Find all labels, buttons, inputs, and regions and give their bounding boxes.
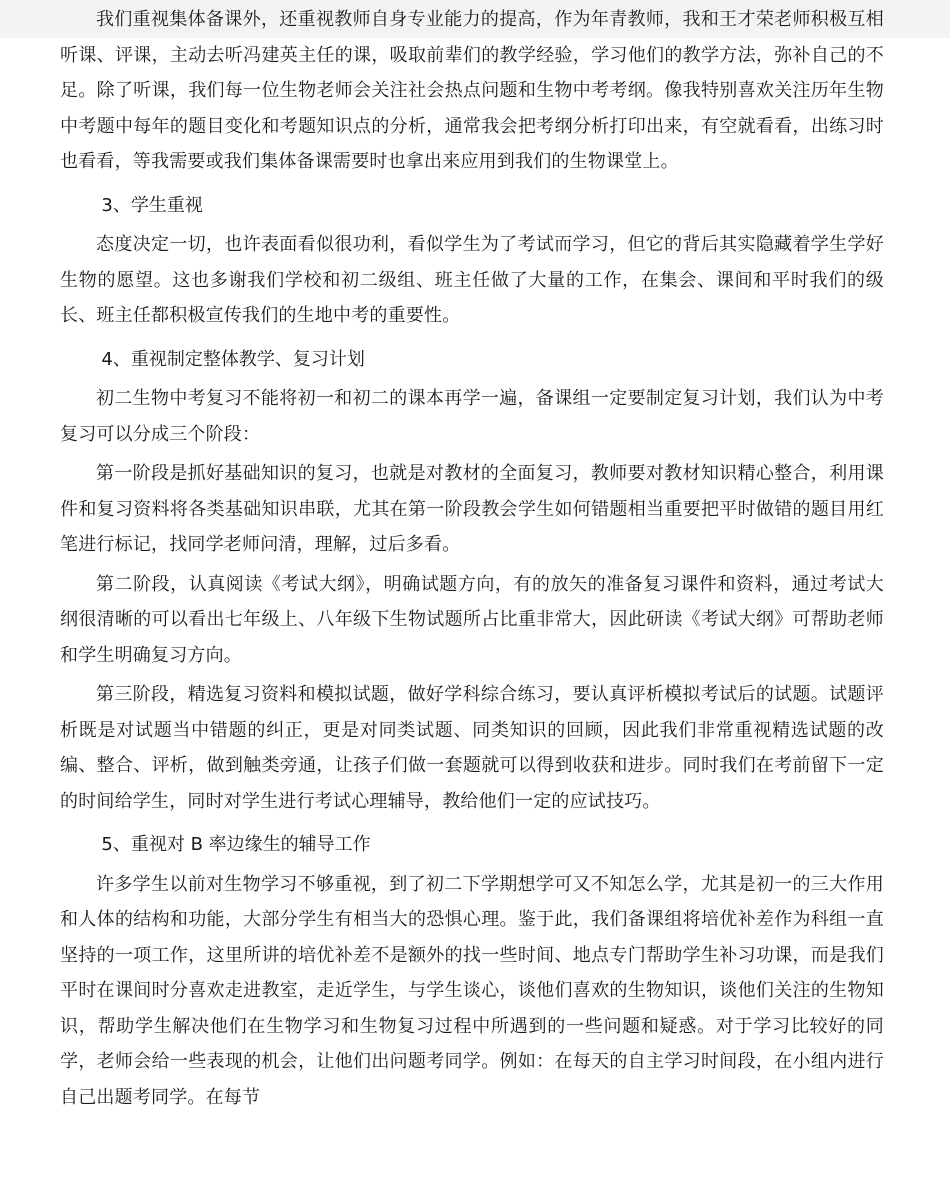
paragraph-attitude: 态度决定一切，也许表面看似很功利，看似学生为了考试而学习，但它的背后其实隐藏着学生学好生物的愿望。这也多谢我们学校和初二级组、班主任做了大量的工作，在集会、课间和平时我们的级长、班主任都积极宣传我们的生地中考的重要性。 (60, 234, 884, 326)
heading-review-plan: 4、重视制定整体教学、复习计划 (101, 348, 365, 370)
paragraph-teacher-development: 我们重视集体备课外，还重视教师自身专业能力的提高，作为年青教师，我和王才荣老师积极互相听课、评课，主动去听冯建英主任的课，吸取前辈们的教学经验，学习他们的教学方法，弥补自己的不足。除了听课，我们每一位生物老师会关注社会热点问题和生物中考考纲。像我特别喜欢关注历年生物中考题中每年的题目变化和考题知识点的分析，通常我会把考纲分析打印出来，有空就看看，出练习时也看看，等我需要或我们集体备课需要时也拿出来应用到我们的生物课堂上。 (60, 9, 884, 172)
heading-b-rate-tutoring: 5、重视对 B 率边缘生的辅导工作 (101, 834, 371, 855)
document-body (60, 2, 884, 1115)
paragraph-stage-one: 第一阶段是抓好基础知识的复习，也就是对教材的全面复习，教师要对教材知识精心整合，利用课件和复习资料将各类基础知识串联，尤其在第一阶段教会学生如何错题相当重要把平时做错的题目用红笔进行标记，找同学老师问清，理解，过后多看。 (60, 463, 884, 555)
paragraph-stage-three: 第三阶段，精选复习资料和模拟试题，做好学科综合练习，要认真评析模拟考试后的试题。试题评析既是对试题当中错题的纠正，更是对同类试题、同类知识的回顾，因此我们非常重视精选试题的改编、整合、评析，做到触类旁通，让孩子们做一套题就可以得到收获和进步。同时我们在考前留下一定的时间给学生，同时对学生进行考试心理辅导，教给他们一定的应试技巧。 (60, 684, 884, 812)
heading-student-attention: 3、学生重视 (101, 194, 203, 216)
paragraph-stage-two: 第二阶段，认真阅读《考试大纲》，明确试题方向，有的放矢的准备复习课件和资料，通过考试大纲很清晰的可以看出七年级上、八年级下生物试题所占比重非常大，因此研读《考试大纲》可帮助老师和学生明确复习方向。 (60, 573, 884, 666)
paragraph-review-stages-intro: 初二生物中考复习不能将初一和初二的课本再学一遍，备课组一定要制定复习计划，我们认为中考复习可以分成三个阶段： (60, 388, 884, 445)
paragraph-tutoring: 许多学生以前对生物学习不够重视，到了初二下学期想学可又不知怎么学，尤其是初一的三大作用和人体的结构和功能，大部分学生有相当大的恐惧心理。鉴于此，我们备课组将培优补差作为科组一直坚持的一项工作，这里所讲的培优补差不是额外的找一些时间、地点专门帮助学生补习功课，而是我们平时在课间时分喜欢走进教室，走近学生，与学生谈心，谈他们喜欢的生物知识，谈他们关注的生物知识，帮助学生解决他们在生物学习和生物复习过程中所遇到的一些问题和疑惑。对于学习比较好的同学，老师会给一些表现的机会，让他们出问题考同学。例如：在每天的自主学习时间段，在小组内进行自己出题考同学。在每节 (60, 873, 884, 1108)
